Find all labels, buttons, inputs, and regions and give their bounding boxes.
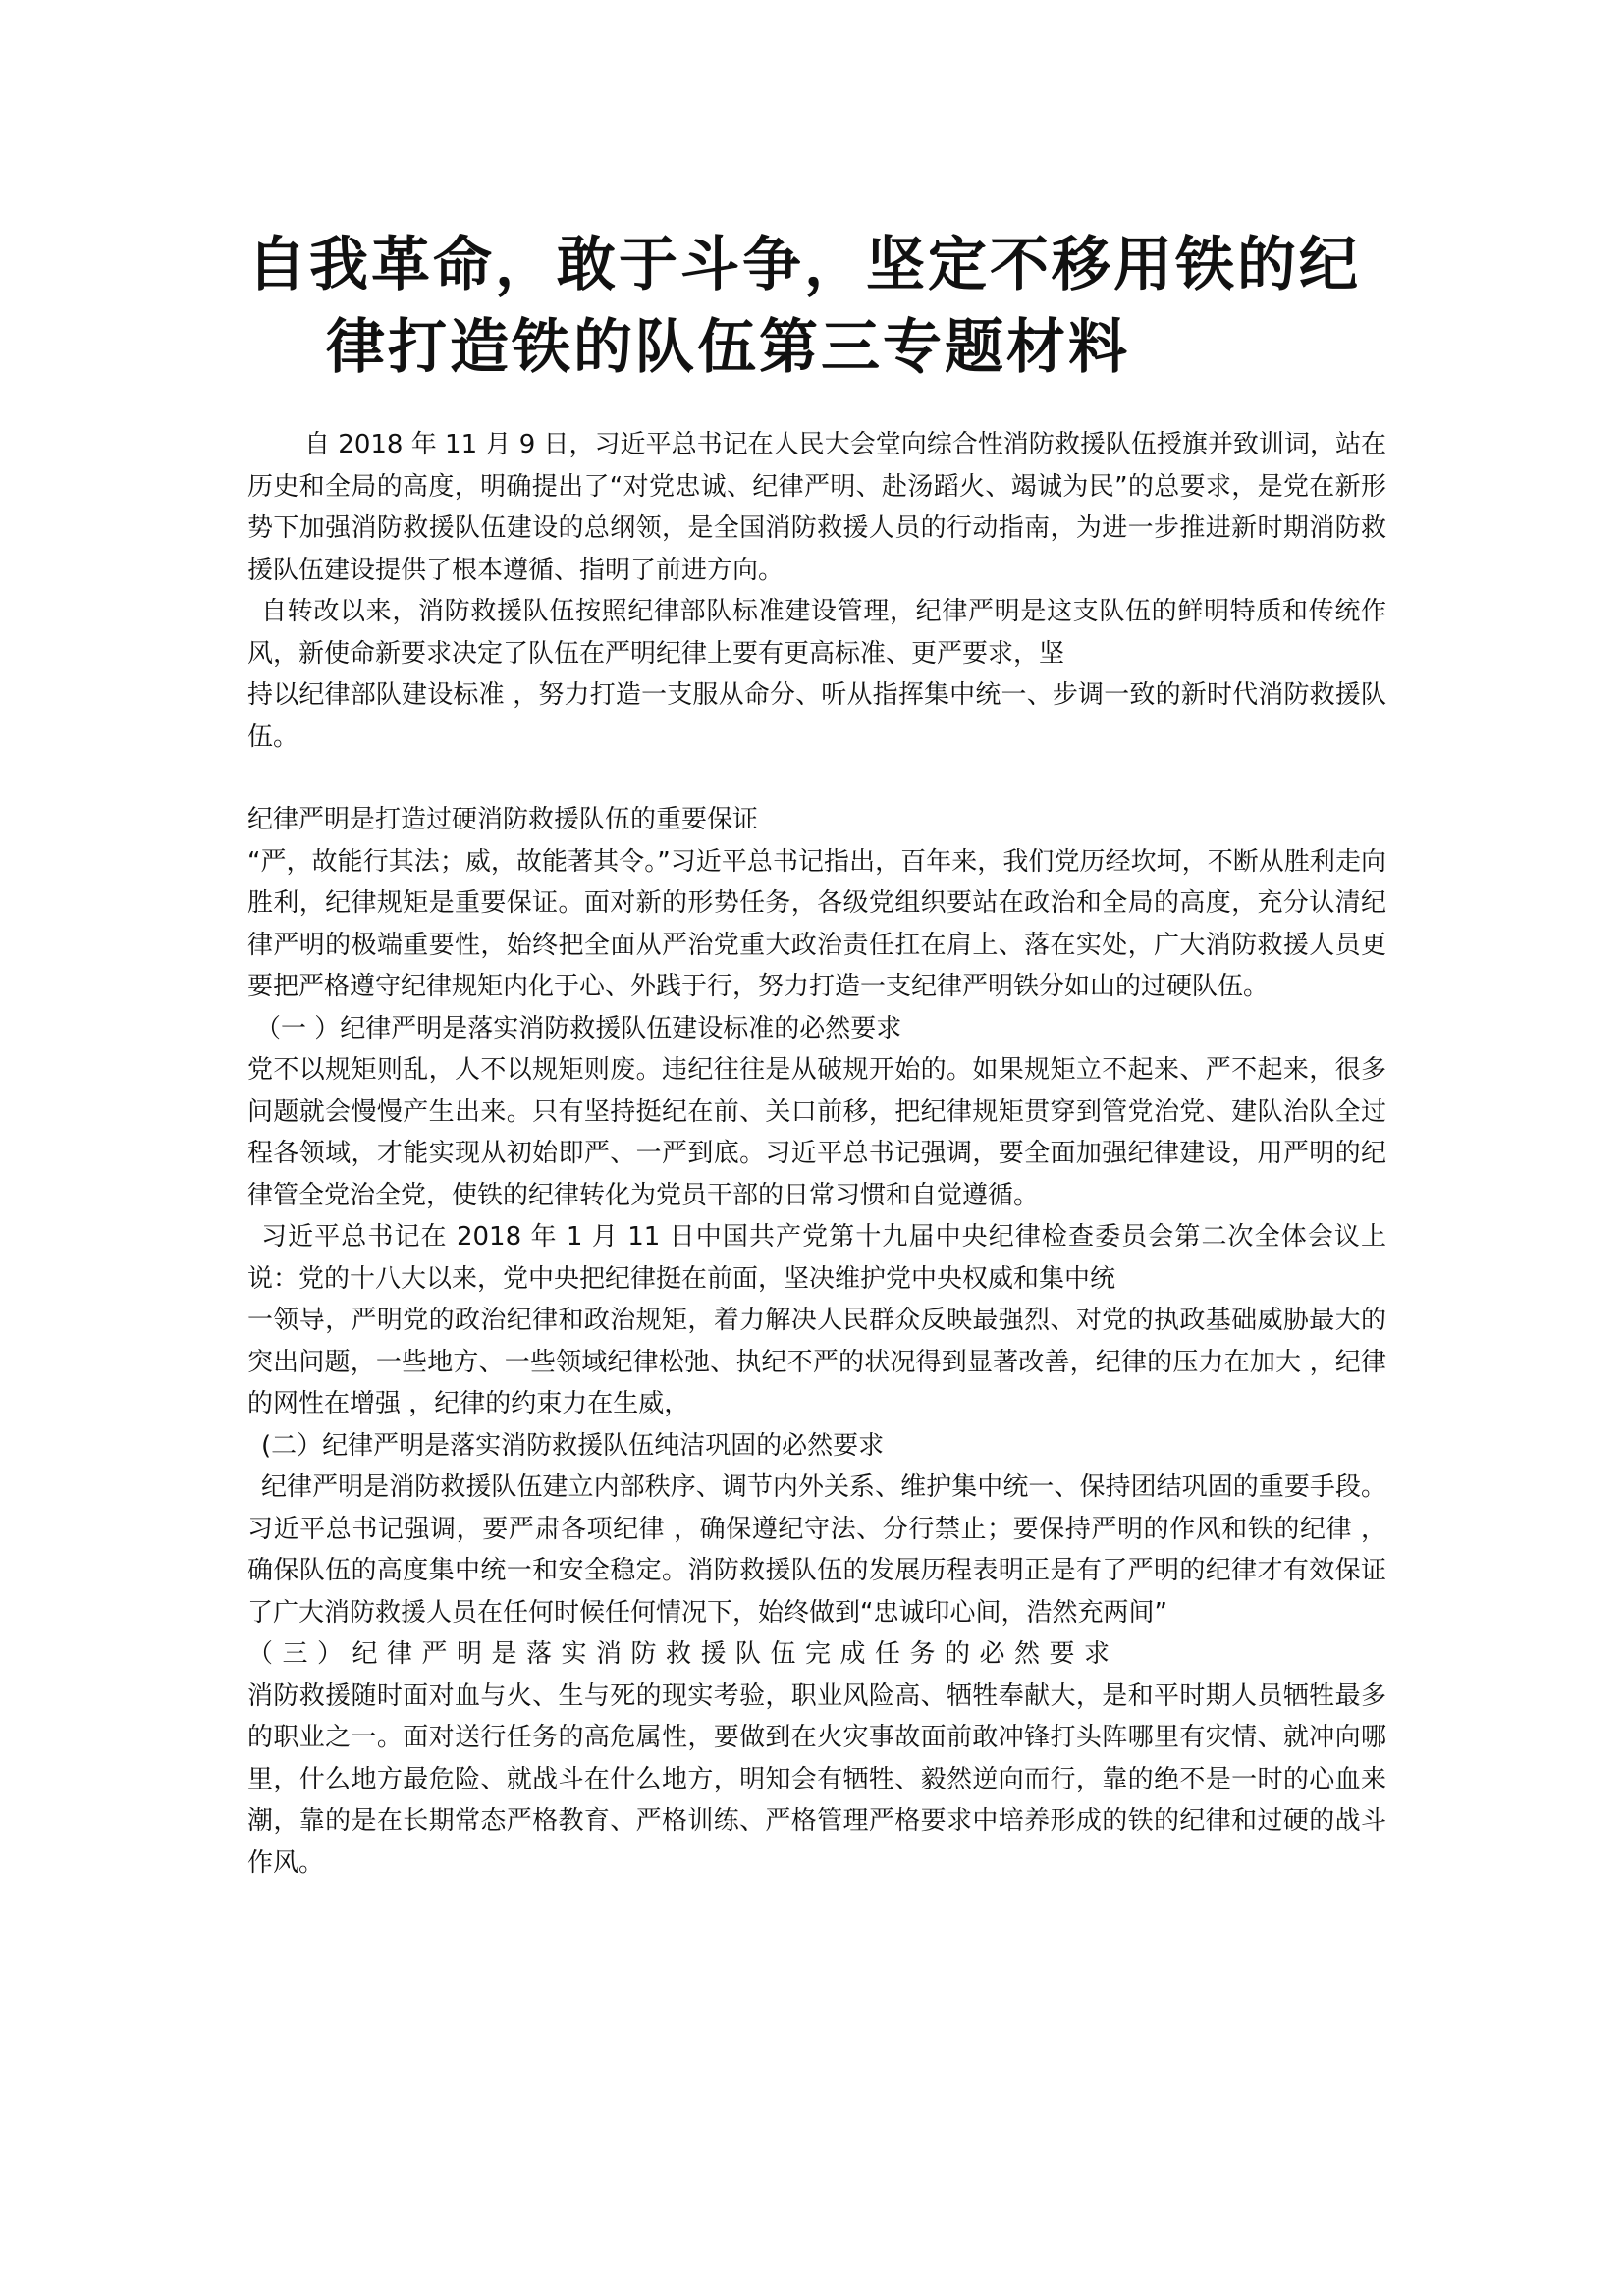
paragraph-quote: “严，故能行其法；威，故能著其令。”习近平总书记指出，百年来，我们党历经坎坷，不断从胜利走向胜利，纪律规矩是重要保证。面对新的形势任务，各级党组织要站在政治和全局的高度，充分认清纪律严明的极端重要性，始终把全面从严治党重大政治责任扛在肩上、落在实处，广大消防救援人员更要把严格遵守纪律规矩内化于心、外践于行，努力打造一支纪律严明铁分如山的过硬队伍。 [247,846,1386,1001]
title-line-2: 律打造铁的队伍第三专题材料 [326,313,1130,382]
paragraph-speech: 习近平总书记在 2018 年 1 月 11 日中国共产党第十九届中央纪律检查委员会第二次全体会议上说：党的十八大以来，党中央把纪律挺在前面，坚决维护党中央权威和集中统 [247,1222,1386,1294]
paragraph-speech-cont: 一领导，严明党的政治纪律和政治规矩，着力解决人民群众反映最强烈、对党的执政基础威胁最大的突出问题，一些地方、一些领域纪律松弛、执纪不严的状况得到显著改善，纪律的压力在加大 ，纪律的网性在增强 ，纪律的约束力在生威， [247,1306,1386,1418]
section-heading-2: (二）纪律严明是落实消防救援队伍纯洁巩固的必然要求 [261,1430,885,1461]
paragraph-intro: 自 2018 年 11 月 9 日，习近平总书记在人民大会堂向综合性消防救援队伍授旗并致训词，站在历史和全局的高度，明确提出了“对党忠诚、纪律严明、赴汤蹈火、竭诚为民”的总要求，是党在新形势下加强消防救援队伍建设的总纲领，是全国消防救援人员的行动指南，为进一步推进新时期消防救援队伍建设提供了根本遵循、指明了前进方向。 [247,430,1386,585]
paragraph-reform: 自转改以来，消防救援队伍按照纪律部队标准建设管理，纪律严明是这支队伍的鲜明特质和传统作风，新使命新要求决定了队伍在严明纪律上要有更高标准、更严要求，坚 [247,597,1386,668]
paragraph-rules: 党不以规矩则乱，人不以规矩则废。违纪往往是从破规开始的。如果规矩立不起来、严不起来，很多问题就会慢慢产生出来。只有坚持挺纪在前、关口前移，把纪律规矩贯穿到管党治党、建队治队全过程各领域，才能实现从初始即严、一严到底。习近平总书记强调，要全面加强纪律建设，用严明的纪律管全党治全党，使铁的纪律转化为党员干部的日常习惯和自觉遵循。 [247,1055,1386,1210]
document-body [247,424,1386,1884]
document-title [247,224,1406,389]
paragraph-reform-cont: 持以纪律部队建设标准 ，努力打造一支服从命分、听从指挥集中统一、步调一致的新时代消防救援队伍。 [247,680,1386,752]
title-line-1: 自我革命，敢于斗争，坚定不移用铁的纪 [247,231,1361,299]
blank-line [247,758,1386,799]
paragraph-mission: 消防救援随时面对血与火、生与死的现实考验，职业风险高、牺牲奉献大，是和平时期人员牺牲最多的职业之一。面对送行任务的高危属性，要做到在火灾事故面前敢冲锋打头阵哪里有灾情、就冲向哪里，什么地方最危险、就战斗在什么地方，明知会有牺牲、毅然逆向而行，靠的绝不是一时的心血来潮，靠的是在长期常态严格教育、严格训练、严格管理严格要求中培养形成的铁的纪律和过硬的战斗作风。 [247,1681,1386,1878]
paragraph-order: 纪律严明是消防救援队伍建立内部秩序、调节内外关系、维护集中统一、保持团结巩固的重要手段。习近平总书记强调，要严肃各项纪律 ，确保遵纪守法、分行禁止；要保持严明的作风和铁的纪律 ，确保队伍的高度集中统一和安全稳定。消防救援队伍的发展历程表明正是有了严明的纪律才有效保证了广大消防救援人员在任何时候任何情况下，始终做到“忠诚印心间，浩然充两间” [247,1472,1386,1628]
section-heading-1: （一 ）纪律严明是落实消防救援队伍建设标准的必然要求 [255,1013,902,1043]
section-heading-main: 纪律严明是打造过硬消防救援队伍的重要保证 [247,805,759,834]
section-heading-3: （三）纪律严明是落实消防救援队伍完成任务的必然要求 [247,1639,1119,1669]
